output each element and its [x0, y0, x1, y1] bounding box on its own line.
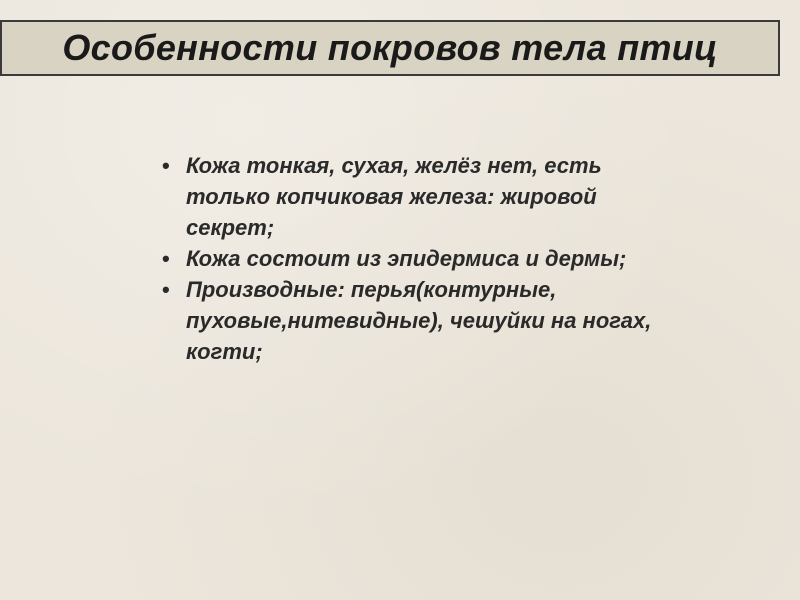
- bullet-item: [160, 150, 680, 243]
- bullet-list: [160, 150, 680, 367]
- bullet-text: Кожа тонкая, сухая, желёз нет, есть только копчиковая железа: жировой секрет;: [186, 153, 602, 240]
- bullet-icon: •: [162, 246, 170, 271]
- title-box: [0, 20, 780, 76]
- bullet-icon: •: [162, 277, 170, 302]
- bullet-icon: •: [162, 153, 170, 178]
- bullet-text: Производные: перья(контурные, пуховые,нитевидные), чешуйки на ногах, когти;: [186, 277, 652, 364]
- bullet-item: [160, 243, 680, 274]
- slide-title: Особенности покровов тела птиц: [62, 27, 718, 68]
- bullet-item: [160, 274, 680, 367]
- bullet-text: Кожа состоит из эпидермиса и дермы;: [186, 246, 627, 271]
